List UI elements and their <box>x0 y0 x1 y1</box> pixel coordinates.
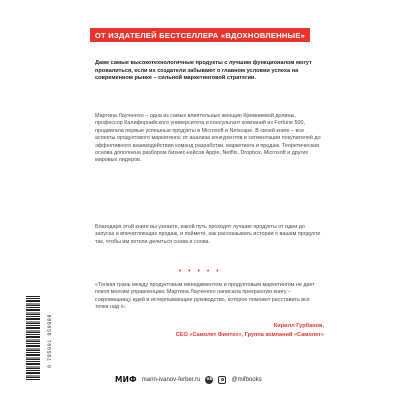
quote-text: «Тонкая грань между продуктовым менеджментом и продуктовым маркетингом не дает покоя многим управленцам. Мартина Лаученгко написала прекрасную книгу – сокровищницу идей и исчерпывающее руководство, которое поможет расставить все точки над i». <box>95 282 315 311</box>
vk-icon[interactable]: vk <box>206 376 213 382</box>
body-paragraph-1: Мартина Лаученгко – одна из самых влиятельных женщин Кремниевой долины, профессор Калифорнийского университета и консультант компаний из Fortune 500, продвигала первые успешные продукты в Microsoft и Netscape. В своей книге – все аспекты продуктового маркетинга: от анализа конкурентов и сегментации покупателей до эффективного взаимодействия команд разработки, маркетинга и продаж. Теоретическая основа дополнена разбором бизнес-кейсов Apple, Netflix, Dropbox, Microsoft и других мировых лидеров. <box>95 113 321 164</box>
instagram-icon[interactable] <box>218 376 226 384</box>
website-link[interactable]: mann-ivanov-ferber.ru <box>141 376 201 383</box>
lead-paragraph: Даже самые высокотехнологичные продукты с лучшим функционалом могут провалиться, если их создатели забывают о главном условии успеха на современном рынке – сильной маркетинговой стратегии. <box>95 60 312 82</box>
isbn-number: 9 785001 959988 <box>47 314 53 369</box>
quote-author: Кирилл Гурбанов, <box>273 323 324 329</box>
social-handle[interactable]: @mifbooks <box>231 376 262 383</box>
header-banner: ОТ ИЗДАТЕЛЕЙ БЕСТСЕЛЛЕРА «ВДОХНОВЛЕННЫЕ» <box>90 28 310 42</box>
barcode <box>26 296 40 380</box>
quote-author-title: CEO «Самолет Финтех», Группа компаний «Самолет» <box>175 332 324 338</box>
publisher-logo: МИФ <box>115 375 137 384</box>
publisher-footer <box>115 375 262 384</box>
dot-separator: • • • • • <box>178 268 222 275</box>
body-paragraph-2: Благодаря этой книге вы узнаете, какой путь проходят лучшие продукты от идеи до запуска и впечатляющих продаж, и поймете, как рассказывать истории о вашем продукте так, чтобы им хотели делиться снова и снова. <box>95 224 321 245</box>
